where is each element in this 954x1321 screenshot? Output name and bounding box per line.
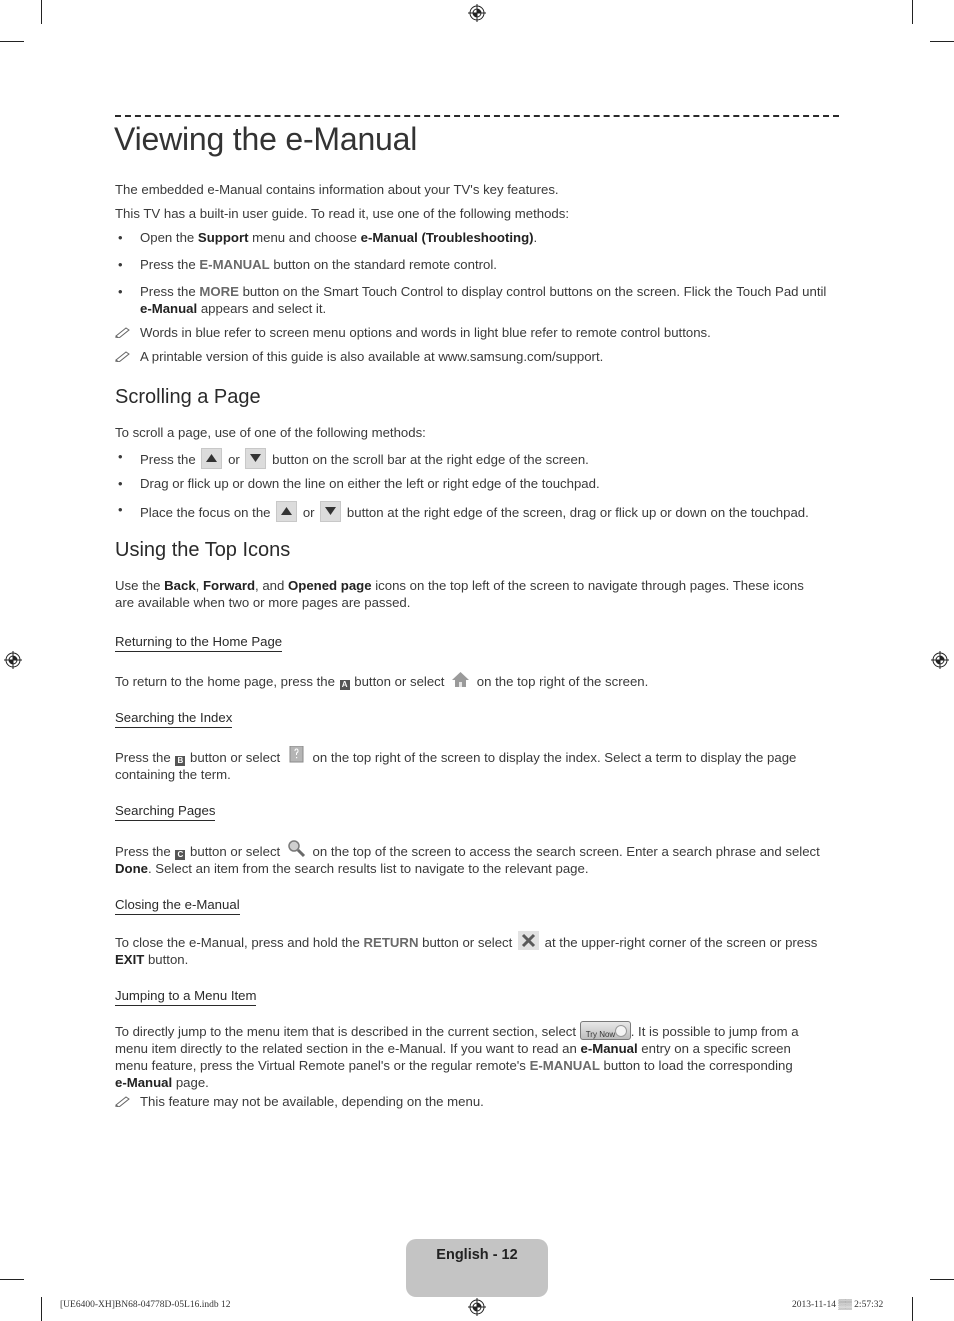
- paragraph: [115, 840, 841, 877]
- registration-mark-icon: [4, 651, 22, 669]
- try-now-label: Try Now: [585, 1030, 616, 1039]
- registration-mark-icon: [468, 1298, 486, 1316]
- list-item: [140, 501, 840, 522]
- text: Place the focus on the: [140, 505, 271, 520]
- crop-mark: [0, 41, 24, 42]
- text: or: [302, 505, 315, 520]
- up-arrow-icon: [280, 506, 293, 516]
- menu-term: e-Manual: [580, 1041, 638, 1056]
- intro-paragraph: The embedded e-Manual contains information about your TV's key features.: [115, 182, 559, 197]
- menu-term: e-Manual: [140, 301, 198, 316]
- note: Words in blue refer to screen menu options and words in light blue refer to remote control buttons.: [140, 325, 711, 340]
- list-item: Drag or flick up or down the line on either the left or right edge of the touchpad.: [140, 476, 600, 491]
- crop-mark: [930, 41, 954, 42]
- text: . Select an item from the search results list to navigate to the relevant page.: [147, 861, 589, 876]
- text: , and: [255, 578, 289, 593]
- down-arrow-button: [320, 501, 341, 522]
- text: are available when two or more pages are passed.: [115, 595, 411, 610]
- text: appears and select it.: [197, 301, 327, 316]
- list-item: [140, 283, 840, 317]
- list-item: [140, 448, 840, 469]
- text: . It is possible to jump from a: [630, 1024, 799, 1039]
- note-pencil-icon: [115, 326, 132, 338]
- menu-term: e-Manual: [115, 1075, 173, 1090]
- crop-mark: [0, 1279, 24, 1280]
- section-heading: Scrolling a Page: [115, 386, 261, 408]
- paragraph: [115, 931, 841, 968]
- subheading: Closing the e-Manual: [115, 897, 240, 915]
- subheading: Searching the Index: [115, 710, 232, 728]
- bullet: •: [118, 257, 123, 272]
- text: on the top right of the screen.: [473, 674, 649, 689]
- text: button.: [144, 952, 189, 967]
- text: at the upper-right corner of the screen or press: [540, 935, 818, 950]
- menu-term: e-Manual (Troubleshooting): [360, 230, 534, 245]
- text: Press the: [140, 257, 200, 272]
- text: on the top of the screen to access the search screen. Enter a search phrase and select: [308, 844, 820, 859]
- text: button or select: [186, 750, 284, 765]
- remote-button-term: E-MANUAL: [199, 257, 270, 272]
- text: button on the Smart Touch Control to display control buttons on the screen. Flick the Touch Pad until: [238, 284, 827, 299]
- text: Press the: [115, 750, 175, 765]
- print-slug-date: 2013-11-14 ▒▒ 2:57:32: [792, 1300, 884, 1310]
- section-heading: Using the Top Icons: [115, 539, 291, 561]
- crop-mark: [912, 1297, 913, 1321]
- menu-term: Opened page: [288, 578, 372, 593]
- text: Press the: [140, 452, 196, 467]
- menu-term: Back: [164, 578, 196, 593]
- index-icon: [286, 746, 307, 765]
- close-icon: [518, 931, 539, 950]
- text: ,: [195, 578, 203, 593]
- menu-term: Forward: [202, 578, 256, 593]
- crop-mark: [41, 0, 42, 24]
- list-item: [140, 229, 840, 246]
- down-arrow-icon: [249, 453, 262, 463]
- text: button or select: [418, 935, 516, 950]
- print-slug-file: [UE6400-XH]BN68-04778D-05L16.indb 12: [60, 1300, 231, 1310]
- text: containing the term.: [115, 767, 231, 782]
- bullet: •: [118, 230, 123, 245]
- text: menu and choose: [248, 230, 361, 245]
- text: menu item directly to the related section in the e-Manual. If you want to read an: [115, 1041, 581, 1056]
- text: Press the: [140, 284, 200, 299]
- text: menu feature, press the Virtual Remote panel's or the regular remote's: [115, 1058, 530, 1073]
- text: page.: [172, 1075, 209, 1090]
- down-arrow-button: [245, 448, 266, 469]
- menu-term: Support: [197, 230, 249, 245]
- text: button to load the corresponding: [599, 1058, 793, 1073]
- bullet: •: [118, 502, 123, 517]
- paragraph: [115, 746, 841, 783]
- up-arrow-button: [276, 501, 297, 522]
- text: Press the: [115, 844, 175, 859]
- text: button on the scroll bar at the right edge of the screen.: [272, 452, 589, 467]
- remote-button-term: E-MANUAL: [529, 1058, 600, 1073]
- text: button at the right edge of the screen, drag or flick up or down on the touchpad.: [346, 505, 809, 520]
- title-rule: [115, 115, 839, 117]
- menu-term: Done: [115, 861, 148, 876]
- text: Use the: [115, 578, 165, 593]
- remote-button-term: EXIT: [115, 952, 145, 967]
- page-number: English - 12: [436, 1247, 518, 1263]
- up-arrow-button: [201, 448, 222, 469]
- down-arrow-icon: [324, 506, 337, 516]
- text: .: [533, 230, 538, 245]
- crop-mark: [930, 1279, 954, 1280]
- list-item: [140, 256, 840, 273]
- registration-mark-icon: [931, 651, 949, 669]
- bullet: •: [118, 449, 123, 464]
- subheading: Searching Pages: [115, 803, 215, 821]
- subheading: Returning to the Home Page: [115, 634, 282, 652]
- text: Open the: [140, 230, 198, 245]
- text: entry on a specific screen: [637, 1041, 791, 1056]
- note: A printable version of this guide is also available at www.samsung.com/support.: [140, 349, 604, 364]
- crop-mark: [41, 1297, 42, 1321]
- text: on the top right of the screen to display the index. Select a term to display the page: [308, 750, 797, 765]
- color-key-a: A: [340, 680, 350, 690]
- paragraph: [115, 1021, 841, 1091]
- bullet: •: [118, 284, 123, 299]
- text: To directly jump to the menu item that is described in the current section, select: [115, 1024, 580, 1039]
- text: To close the e-Manual, press and hold the: [115, 935, 364, 950]
- crop-mark: [912, 0, 913, 24]
- note-pencil-icon: [115, 1095, 132, 1107]
- remote-button-term: RETURN: [363, 935, 419, 950]
- text: To return to the home page, press the: [115, 674, 339, 689]
- color-key-b: B: [175, 756, 185, 766]
- paragraph: [115, 670, 841, 690]
- text: icons on the top left of the screen to navigate through pages. These icons: [371, 578, 804, 593]
- home-icon: [450, 670, 471, 689]
- registration-mark-icon: [468, 4, 486, 22]
- try-now-button: [580, 1021, 631, 1040]
- paragraph: [115, 577, 841, 611]
- note: This feature may not be available, depending on the menu.: [140, 1094, 484, 1109]
- search-icon: [286, 840, 307, 859]
- text: button or select: [350, 674, 449, 689]
- page-title: Viewing the e-Manual: [114, 121, 418, 157]
- text: button on the standard remote control.: [269, 257, 497, 272]
- text: or: [228, 452, 240, 467]
- up-arrow-icon: [205, 453, 218, 463]
- intro-paragraph: This TV has a built-in user guide. To read it, use one of the following methods:: [115, 206, 570, 221]
- remote-button-term: MORE: [199, 284, 239, 299]
- note-pencil-icon: [115, 350, 132, 362]
- color-key-c: C: [175, 850, 185, 860]
- bullet: •: [118, 476, 123, 491]
- play-icon: [615, 1025, 627, 1037]
- text: button or select: [186, 844, 284, 859]
- paragraph: To scroll a page, use of one of the following methods:: [115, 425, 426, 440]
- subheading: Jumping to a Menu Item: [115, 988, 256, 1006]
